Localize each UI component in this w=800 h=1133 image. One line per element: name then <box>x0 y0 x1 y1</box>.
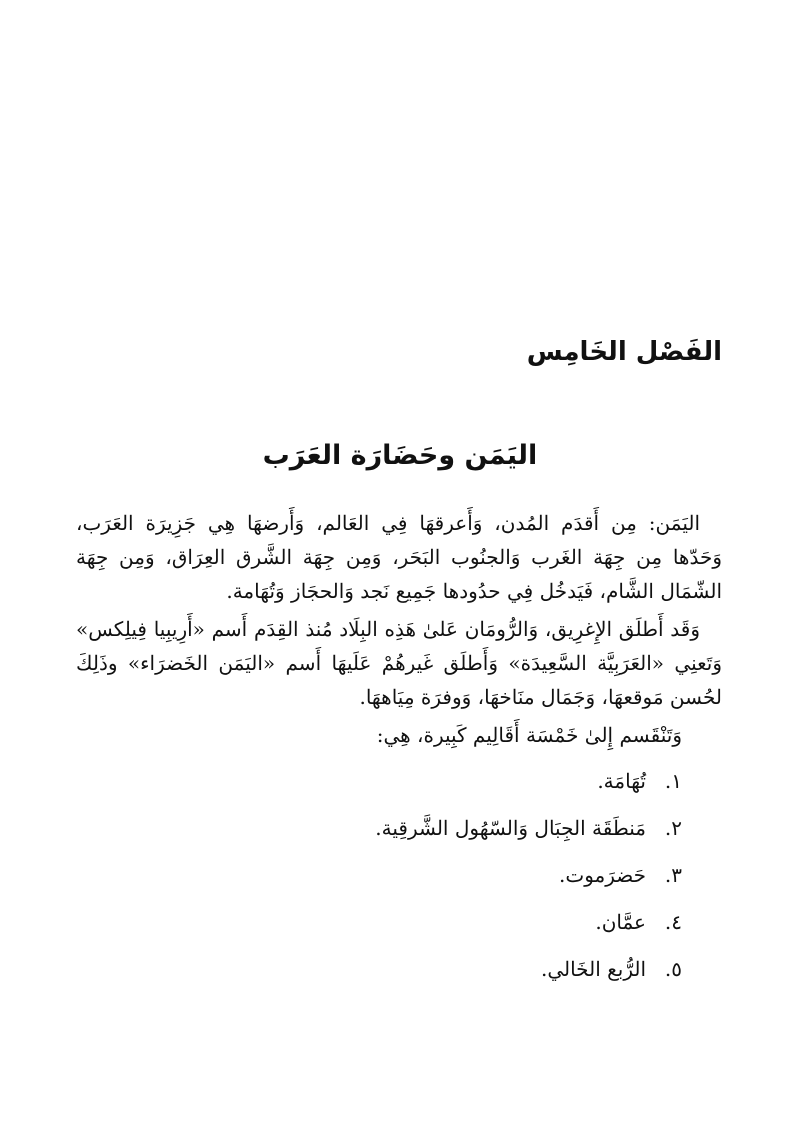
list-text: مَنطَقَة الجِبَال وَالسّهُول الشَّرقِية. <box>375 816 646 840</box>
list-number: ١. <box>664 769 682 793</box>
list-item-tihama <box>76 758 682 805</box>
list-item-hadramaut <box>76 852 682 899</box>
list-text: الرُّبع الخَالي. <box>540 957 646 981</box>
body-text <box>76 506 722 993</box>
regions-intro: وَتَنْقَسم إِلىٰ خَمْسَة أَقَالِيم كَبِيرة، هِي: <box>376 723 682 747</box>
list-text: عمَّان. <box>595 910 646 934</box>
list-item-mountains <box>76 805 682 852</box>
paragraph-definition: اليَمَن: مِن أَقدَم المُدن، وَأَعرقهَا فِي العَالم، وَأَرضهَا هِي جَزِيرَة العَرَب، وَحَدّها مِن جِهَة الغَرب وَالجنُوب البَحَر، وَمِن جِهَة الشَّرق العِرَاق، وَمِن جِهَة الشّمَال الشَّام، فَيَدخُل فِي حدُودها جَمِيع نَجد وَالحجَاز وَتُهَامة. <box>76 511 722 603</box>
list-text: تُهَامَة. <box>597 769 646 793</box>
list-number: ٤. <box>664 910 682 934</box>
regions-list <box>76 758 722 993</box>
list-item-empty-quarter <box>76 946 682 993</box>
list-item-oman <box>76 899 682 946</box>
list-number: ٥. <box>664 957 682 981</box>
list-number: ٣. <box>664 863 682 887</box>
list-text: حَضرَموت. <box>559 863 646 887</box>
paragraph-names: وَقَد أَطلَق الإِغرِيق، وَالرُّومَان عَلىٰ هَذِه البِلَاد مُنذ القِدَم أَسم «أَرِيبِيا فِيلِكس» وَتَعنِي «العَرَبِيَّة السَّعِيدَة» وَأَطلَق غَيرهُمْ عَلَيهَا أَسم «اليَمَن الخَضرَاء» وذَلِكَ لحُسن مَوقعهَا، وَجَمَال منَاخهَا، وَوفرَة مِيَاههَا. <box>76 617 722 709</box>
section-title: اليَمَن وحَضَارَة العَرَب <box>262 440 538 471</box>
chapter-title: الفَصْل الخَامِس <box>526 337 722 367</box>
list-number: ٢. <box>664 816 682 840</box>
